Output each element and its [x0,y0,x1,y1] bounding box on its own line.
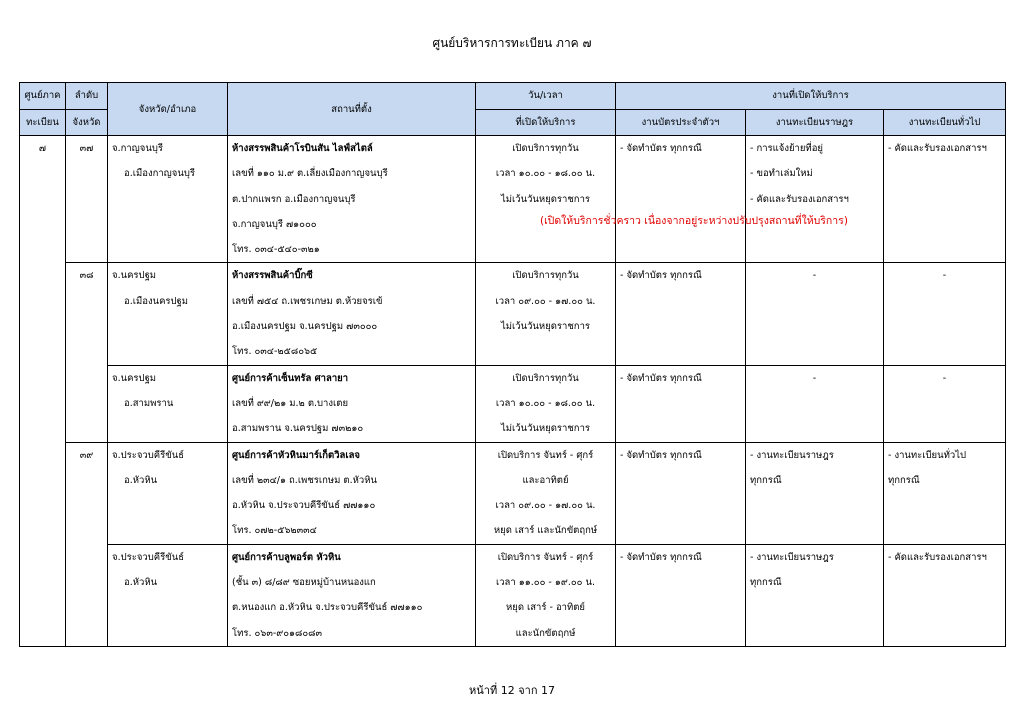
header-region: ศูนย์ภาค ทะเบียน [20,83,66,136]
province-cell: จ.นครปฐม อ.เมืองนครปฐม [108,263,228,365]
general-service-cell: - [884,263,1006,365]
header-location: สถานที่ตั้ง [228,83,476,136]
general-service-cell: - คัดและรับรองเอกสารฯ [884,544,1006,646]
datetime-cell: เปิดบริการทุกวัน เวลา ๐๙.๐๐ - ๑๗.๐๐ น. ไม่เว้นวันหยุดราชการ [476,263,616,365]
id-service-cell: - จัดทำบัตร ทุกกรณี [616,544,746,646]
header-service-id: งานบัตรประจำตัวฯ [616,109,746,136]
province-cell: จ.นครปฐม อ.สามพราน [108,365,228,442]
id-service-cell: - จัดทำบัตร ทุกกรณี [616,136,746,263]
header-service-general: งานทะเบียนทั่วไป [884,109,1006,136]
location-cell: ห้างสรรพสินค้าโรบินสัน ไลฟ์สไตล์ เลขที่ ๑๑๐ ม.๙ ต.เลี่ยงเมืองกาญจนบุรี ต.ปากแพรก อ.เมืองกาญจนบุรี จ.กาญจนบุรี ๗๑๐๐๐ โทร. ๐๓๔-๕๔๐-๓๒๑ [228,136,476,263]
page-title: ศูนย์บริหารการทะเบียน ภาค ๗ [432,36,592,50]
header-order: ลำดับ จังหวัด [66,83,108,136]
id-service-cell: - จัดทำบัตร ทุกกรณี [616,365,746,442]
id-service-cell: - จัดทำบัตร ทุกกรณี [616,263,746,365]
header-services: งานที่เปิดให้บริการ [616,83,1006,110]
page-number: หน้าที่ 12 จาก 17 [469,684,555,697]
location-cell: ศูนย์การค้าเซ็นทรัล ศาลายา เลขที่ ๙๙/๒๑ ม.๒ ต.บางเตย อ.สามพราน จ.นครปฐม ๗๓๒๑๐ [228,365,476,442]
header-service-civil: งานทะเบียนราษฎร [746,109,884,136]
id-service-cell: - จัดทำบัตร ทุกกรณี [616,442,746,544]
datetime-cell: เปิดบริการทุกวัน เวลา ๑๐.๐๐ - ๑๘.๐๐ น. ไม่เว้นวันหยุดราชการ [476,136,616,263]
civil-service-cell: - [746,263,884,365]
location-cell: ศูนย์การค้าหัวหินมาร์เก็ตวิลเลจ เลขที่ ๒๓๔/๑ ถ.เพชรเกษม ต.หัวหิน อ.หัวหิน จ.ประจวบคีรีขันธ์ ๗๗๑๑๐ โทร. ๐๗๒-๕๖๒๓๓๔ [228,442,476,544]
location-cell: ศูนย์การค้าบลูพอร์ต หัวหิน (ชั้น ๓) ๘/๘๙ ซอยหมู่บ้านหนองแก ต.หนองแก อ.หัวหิน จ.ประจวบคีรีขันธ์ ๗๗๑๑๐ โทร. ๐๖๓-๙๐๑๘๐๘๓ [228,544,476,646]
datetime-cell: เปิดบริการ จันทร์ - ศุกร์ และอาทิตย์ เวลา ๐๙.๐๐ - ๑๗.๐๐ น. หยุด เสาร์ และนักขัตฤกษ์ [476,442,616,544]
civil-service-cell: - [746,365,884,442]
order-cell: ๓๗ [66,136,108,263]
temporary-service-notice: (เปิดให้บริการชั่วคราว เนื่องจากอยู่ระหว่างปรับปรุงสถานที่ให้บริการ) [540,215,848,227]
order-cell: ๓๙ [66,442,108,646]
location-cell: ห้างสรรพสินค้าบิ๊กซี เลขที่ ๗๕๔ ถ.เพชรเกษม ต.ห้วยจรเข้ อ.เมืองนครปฐม จ.นครปฐม ๗๓๐๐๐ โทร. ๐๓๔-๒๕๘๐๖๕ [228,263,476,365]
order-cell: ๓๘ [66,263,108,442]
table-row [20,544,1006,646]
header-datetime-2: ที่เปิดให้บริการ [476,109,616,136]
table-row [20,136,1006,263]
general-service-cell: - คัดและรับรองเอกสารฯ [884,136,1006,263]
header-datetime-1: วัน/เวลา [476,83,616,110]
general-service-cell: - [884,365,1006,442]
datetime-cell: เปิดบริการทุกวัน เวลา ๑๐.๐๐ - ๑๘.๐๐ น. ไม่เว้นวันหยุดราชการ [476,365,616,442]
civil-service-cell: - การแจ้งย้ายที่อยู่ - ขอทำเล่มใหม่ - คัดและรับรองเอกสารฯ [746,136,884,263]
datetime-cell: เปิดบริการ จันทร์ - ศุกร์ เวลา ๑๑.๐๐ - ๑๙.๐๐ น. หยุด เสาร์ - อาทิตย์ และนักขัตฤกษ์ [476,544,616,646]
registration-table [19,82,1006,647]
province-cell: จ.ประจวบคีรีขันธ์ อ.หัวหิน [108,544,228,646]
table-row [20,263,1006,365]
province-cell: จ.ประจวบคีรีขันธ์ อ.หัวหิน [108,442,228,544]
table-row [20,365,1006,442]
table-row [20,442,1006,544]
general-service-cell: - งานทะเบียนทั่วไป ทุกกรณี [884,442,1006,544]
civil-service-cell: - งานทะเบียนราษฎร ทุกกรณี [746,442,884,544]
region-number: ๗ [20,136,66,647]
header-province: จังหวัด/อำเภอ [108,83,228,136]
civil-service-cell: - งานทะเบียนราษฎร ทุกกรณี [746,544,884,646]
province-cell: จ.กาญจนบุรี อ.เมืองกาญจนบุรี [108,136,228,263]
